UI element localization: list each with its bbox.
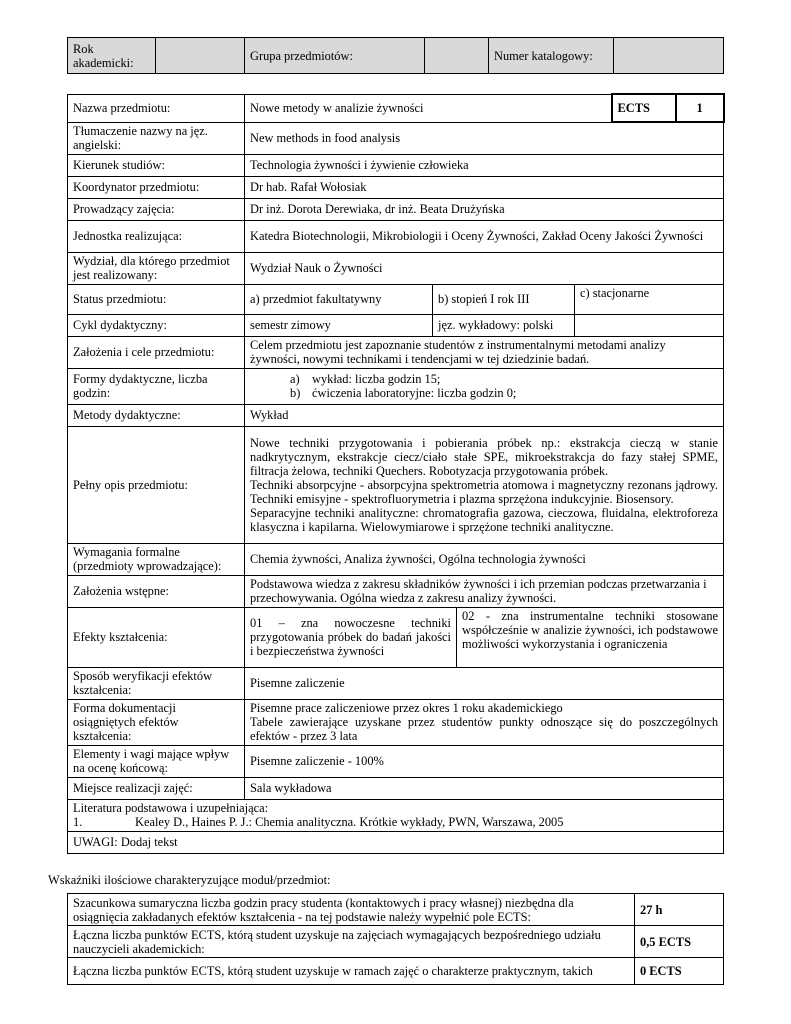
- numer-katalogowy-field[interactable]: [614, 38, 724, 74]
- sposob-label: Sposób weryfikacji efektów kształcenia:: [68, 667, 245, 699]
- uwagi: UWAGI: Dodaj tekst: [68, 831, 724, 853]
- wskazniki-row-value: 0,5 ECTS: [635, 926, 724, 958]
- kierunek-value: Technologia żywności i żywienie człowieka: [245, 154, 724, 176]
- status-a: a) przedmiot fakultatywny: [245, 284, 433, 314]
- formy-item-text: ćwiczenia laboratoryjne: liczba godzin 0;: [312, 386, 517, 400]
- literatura-cell: [68, 799, 724, 831]
- metody-value: Wykład: [245, 404, 724, 426]
- tlumaczenie-label: Tłumaczenie nazwy na jęz. angielski:: [68, 122, 245, 154]
- cykl-empty: [575, 314, 724, 336]
- elementy-label: Elementy i wagi mające wpływ na ocenę końcową:: [68, 745, 245, 777]
- nazwa-label: Nazwa przedmiotu:: [68, 94, 245, 122]
- rok-akademicki-field[interactable]: [156, 38, 245, 74]
- rok-akademicki-label: Rok akademicki:: [68, 38, 156, 74]
- formy-label: Formy dydaktyczne, liczba godzin:: [68, 368, 245, 404]
- wskazniki-row-label: Łączna liczba punktów ECTS, którą student uzyskuje w ramach zajęć o charakterze praktycznym, takich: [68, 958, 635, 985]
- status-label: Status przedmiotu:: [68, 284, 245, 314]
- prowadzacy-label: Prowadzący zajęcia:: [68, 198, 245, 220]
- forma-dok-line: Tabele zawierające uzyskane przez studentów punkty odnoszące się do poszczególnych efektów - przez 3 lata: [250, 714, 719, 743]
- opis-paragraph: Separacyjne techniki analityczne: chromatografia gazowa, cieczowa, fluidalna, elektroforeza klasyczna i kapilarna. Wielowymiarowe i sprzężone techniki analityczne.: [250, 505, 719, 534]
- opis-paragraph: Techniki absorpcyjne - absorpcyjna spektrometria atomowa i magnetyczny rezonans jądrowy. Techniki emisyjne - spektrofluorymetria i plazma sprzężona indukcyjnie. Biosensory.: [250, 477, 719, 506]
- forma-dok-label: Forma dokumentacji osiągniętych efektów kształcenia:: [68, 699, 245, 745]
- wydzial-value: Wydział Nauk o Żywności: [245, 252, 724, 284]
- literatura-item: [73, 815, 718, 829]
- formy-list: [250, 372, 718, 400]
- cykl-jezyk: jęz. wykładowy: polski: [433, 314, 575, 336]
- literatura-item-num: 1.: [73, 815, 83, 829]
- cykl-label: Cykl dydaktyczny:: [68, 314, 245, 336]
- forma-dok-line: Pisemne prace zaliczeniowe przez okres 1 roku akademickiego: [250, 700, 563, 715]
- miejsce-value: Sala wykładowa: [245, 777, 724, 799]
- literatura-item-text: Kealey D., Haines P. J.: Chemia analityczna. Krótkie wykłady, PWN, Warszawa, 2005: [135, 815, 564, 829]
- efekty-label: Efekty kształcenia:: [68, 607, 245, 667]
- koordynator-value: Dr hab. Rafał Wołosiak: [245, 176, 724, 198]
- cykl-value: semestr zimowy: [245, 314, 433, 336]
- wskazniki-row-label: Szacunkowa sumaryczna liczba godzin pracy studenta (kontaktowych i pracy własnej) niezbędna dla osiągnięcia zakładanych efektów kształcenia - na tej podstawie należy wypełnić pole ECTS:: [68, 894, 635, 926]
- numer-katalogowy-label: Numer katalogowy:: [489, 38, 614, 74]
- efekty-02: 02 - zna instrumentalne techniki stosowane współcześnie w analizie żywności, ich podstawowe możliwości wykorzystania i ograniczenia: [457, 607, 724, 667]
- literatura-label: Literatura podstawowa i uzupełniająca:: [73, 801, 269, 815]
- wymagania-value: Chemia żywności, Analiza żywności, Ogólna technologia żywności: [245, 543, 724, 575]
- wskazniki-title: Wskaźniki ilościowe charakteryzujące moduł/przedmiot:: [48, 873, 331, 887]
- kierunek-label: Kierunek studiów:: [68, 154, 245, 176]
- opis-label: Pełny opis przedmiotu:: [68, 426, 245, 543]
- wskazniki-row-value: 27 h: [635, 894, 724, 926]
- koordynator-label: Koordynator przedmiotu:: [68, 176, 245, 198]
- ects-label: ECTS: [612, 94, 676, 122]
- wymagania-label: Wymagania formalne (przedmioty wprowadzające):: [68, 543, 245, 575]
- grupa-przedmiotow-label: Grupa przedmiotów:: [245, 38, 425, 74]
- formy-value: [245, 368, 724, 404]
- header-table: [67, 37, 724, 74]
- zalozenia-cele-value: Celem przedmiotu jest zapoznanie studentów z instrumentalnymi metodami analizy żywności, nowymi technikami i tendencjami w tej dziedzinie badań.: [245, 336, 724, 368]
- elementy-value: Pisemne zaliczenie - 100%: [245, 745, 724, 777]
- ects-value: 1: [676, 94, 724, 122]
- nazwa-value: Nowe metody w analizie żywności: [245, 94, 612, 122]
- wskazniki-row-label: Łączna liczba punktów ECTS, którą student uzyskuje na zajęciach wymagających bezpośredniego udziału nauczycieli akademickich:: [68, 926, 635, 958]
- wydzial-label: Wydział, dla którego przedmiot jest realizowany:: [68, 252, 245, 284]
- course-table: [67, 93, 725, 854]
- forma-dok-value: [245, 699, 724, 745]
- jednostka-value: Katedra Biotechnologii, Mikrobiologii i Oceny Żywności, Zakład Oceny Jakości Żywności: [245, 220, 724, 252]
- wskazniki-table: [67, 893, 724, 985]
- prowadzacy-value: Dr inż. Dorota Derewiaka, dr inż. Beata Drużyńska: [245, 198, 724, 220]
- status-c: c) stacjonarne: [575, 284, 724, 314]
- tlumaczenie-value: New methods in food analysis: [245, 122, 724, 154]
- formy-item: [290, 386, 718, 400]
- status-b: b) stopień I rok III: [433, 284, 575, 314]
- formy-item: [290, 372, 718, 386]
- sposob-value: Pisemne zaliczenie: [245, 667, 724, 699]
- miejsce-label: Miejsce realizacji zajęć:: [68, 777, 245, 799]
- efekty-01: 01 – zna nowoczesne techniki przygotowania próbek do badań jakości i bezpieczeństwa żywności: [245, 607, 457, 667]
- formy-item-text: wykład: liczba godzin 15;: [312, 372, 441, 386]
- metody-label: Metody dydaktyczne:: [68, 404, 245, 426]
- zalozenia-wstepne-label: Założenia wstępne:: [68, 575, 245, 607]
- formy-item-marker: b): [290, 386, 301, 400]
- zalozenia-wstepne-value: Podstawowa wiedza z zakresu składników żywności i ich przemian podczas przetwarzania i przechowywania. Ogólna wiedza z zakresu analizy żywności.: [245, 575, 724, 607]
- zalozenia-cele-label: Założenia i cele przedmiotu:: [68, 336, 245, 368]
- opis-value: [245, 426, 724, 543]
- grupa-przedmiotow-field[interactable]: [425, 38, 489, 74]
- opis-paragraph: Nowe techniki przygotowania i pobierania próbek np.: ekstrakcja cieczą w stanie nadkrytycznym, ekstrakcje ciecz/ciało stałe SPE, mikroekstrakcja do fazy stałej SPME, filtracja żelowa, techniki Quechers. Robotyzacja przygotowania próbek.: [250, 435, 719, 478]
- wskazniki-row-value: 0 ECTS: [635, 958, 724, 985]
- formy-item-marker: a): [290, 372, 300, 386]
- jednostka-label: Jednostka realizująca:: [68, 220, 245, 252]
